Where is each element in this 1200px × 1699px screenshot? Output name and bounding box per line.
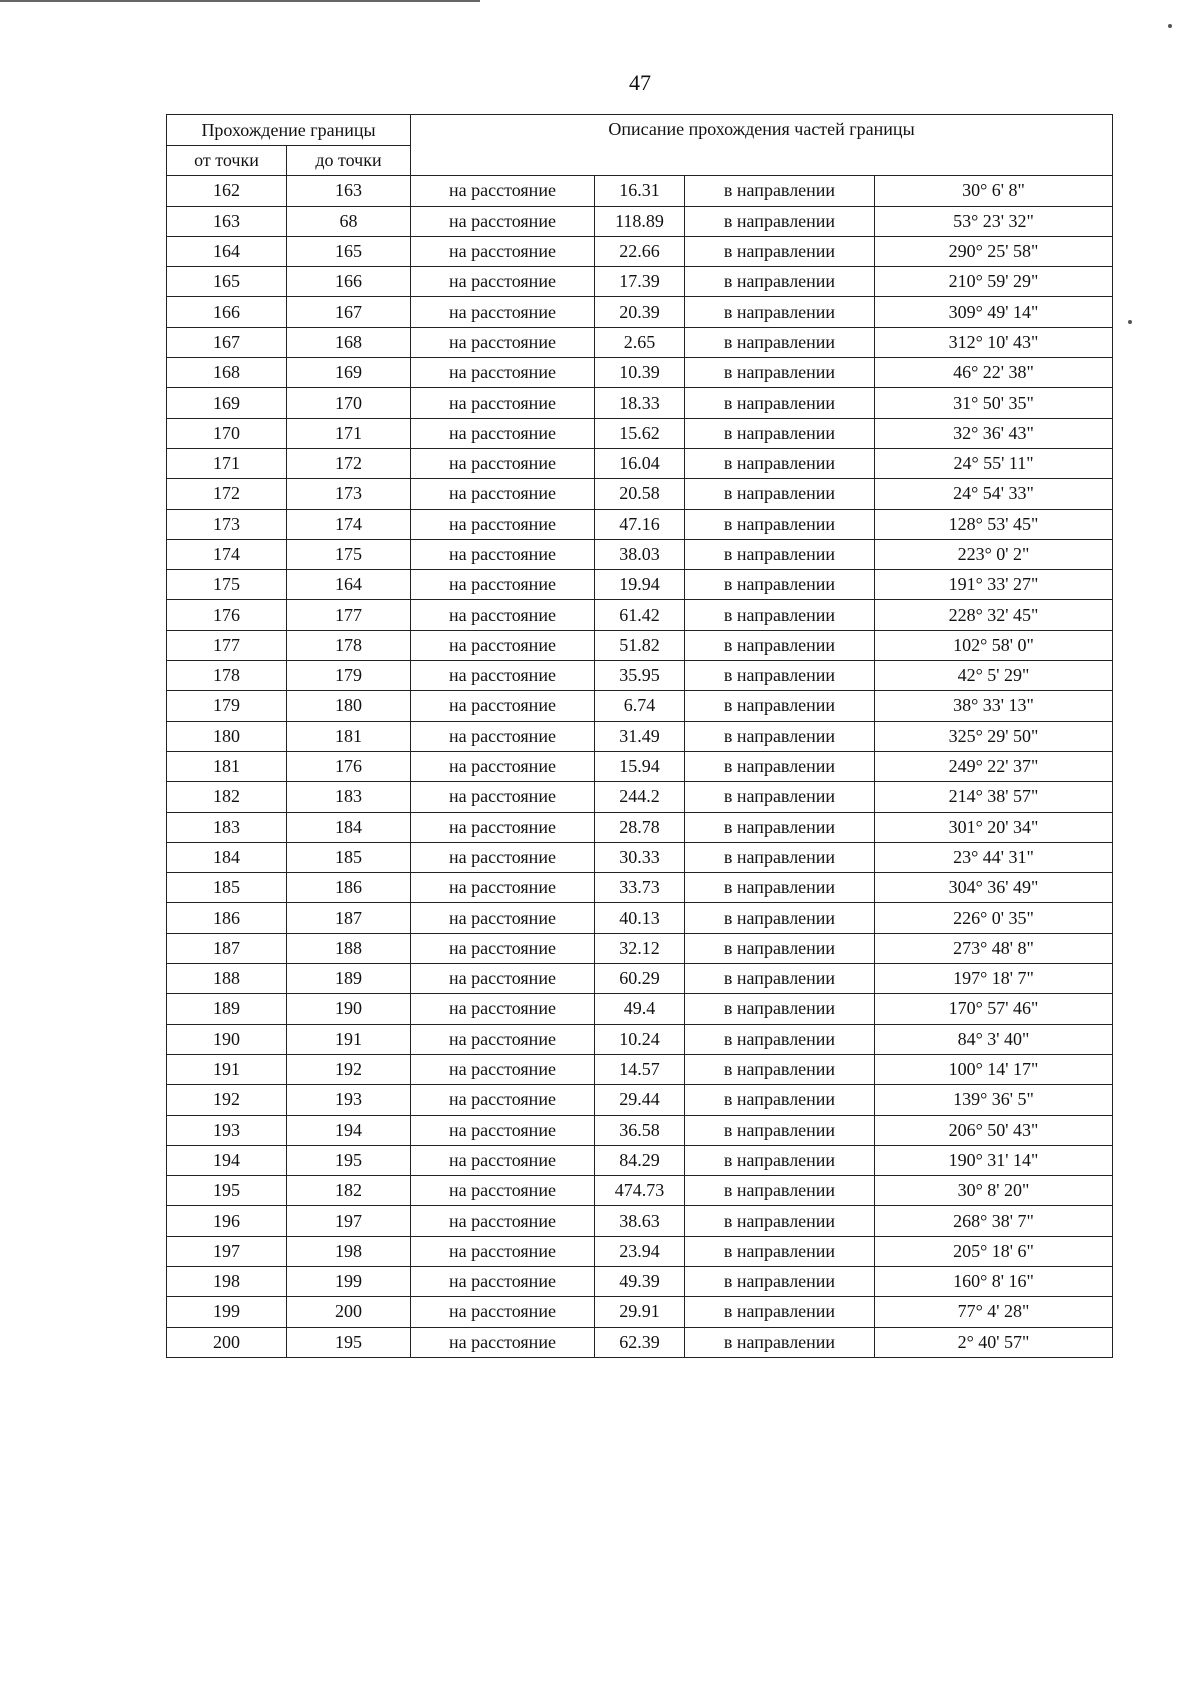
distance-value-cell: 31.49 [595,721,685,751]
bearing-value-cell: 23° 44' 31" [875,842,1113,872]
distance-label-cell: на расстояние [411,1085,595,1115]
scan-speck [1168,24,1172,28]
distance-label-cell: на расстояние [411,812,595,842]
table-row [167,721,1113,751]
table-row [167,1176,1113,1206]
table-row [167,1206,1113,1236]
distance-value-cell: 10.39 [595,358,685,388]
from-point-cell: 169 [167,388,287,418]
table-row [167,1327,1113,1357]
distance-label-cell: на расстояние [411,570,595,600]
direction-label-cell: в направлении [685,1054,875,1084]
distance-label-cell: на расстояние [411,1266,595,1296]
direction-label-cell: в направлении [685,206,875,236]
bearing-value-cell: 191° 33' 27" [875,570,1113,600]
direction-label-cell: в направлении [685,297,875,327]
bearing-value-cell: 301° 20' 34" [875,812,1113,842]
direction-label-cell: в направлении [685,479,875,509]
distance-label-cell: на расстояние [411,661,595,691]
table-row [167,600,1113,630]
to-point-cell: 164 [287,570,411,600]
from-point-cell: 175 [167,570,287,600]
distance-value-cell: 40.13 [595,903,685,933]
direction-label-cell: в направлении [685,358,875,388]
distance-value-cell: 474.73 [595,1176,685,1206]
bearing-value-cell: 304° 36' 49" [875,873,1113,903]
distance-label-cell: на расстояние [411,448,595,478]
bearing-value-cell: 31° 50' 35" [875,388,1113,418]
table-row [167,297,1113,327]
table-row [167,994,1113,1024]
distance-value-cell: 20.58 [595,479,685,509]
distance-label-cell: на расстояние [411,206,595,236]
distance-value-cell: 15.62 [595,418,685,448]
direction-label-cell: в направлении [685,782,875,812]
direction-label-cell: в направлении [685,661,875,691]
distance-value-cell: 49.39 [595,1266,685,1296]
from-point-cell: 165 [167,267,287,297]
distance-value-cell: 244.2 [595,782,685,812]
distance-value-cell: 16.31 [595,176,685,206]
distance-value-cell: 33.73 [595,873,685,903]
distance-label-cell: на расстояние [411,358,595,388]
direction-label-cell: в направлении [685,539,875,569]
to-point-cell: 192 [287,1054,411,1084]
direction-label-cell: в направлении [685,1115,875,1145]
distance-label-cell: на расстояние [411,964,595,994]
bearing-value-cell: 214° 38' 57" [875,782,1113,812]
distance-label-cell: на расстояние [411,297,595,327]
distance-label-cell: на расстояние [411,751,595,781]
direction-label-cell: в направлении [685,994,875,1024]
direction-label-cell: в направлении [685,630,875,660]
from-point-cell: 166 [167,297,287,327]
table-row [167,751,1113,781]
table-row [167,661,1113,691]
distance-value-cell: 6.74 [595,691,685,721]
from-point-cell: 176 [167,600,287,630]
direction-label-cell: в направлении [685,1297,875,1327]
bearing-value-cell: 273° 48' 8" [875,933,1113,963]
direction-label-cell: в направлении [685,903,875,933]
bearing-value-cell: 190° 31' 14" [875,1145,1113,1175]
bearing-value-cell: 205° 18' 6" [875,1236,1113,1266]
bearing-value-cell: 197° 18' 7" [875,964,1113,994]
table-row [167,1236,1113,1266]
table-row [167,1085,1113,1115]
from-point-cell: 193 [167,1115,287,1145]
from-point-cell: 196 [167,1206,287,1236]
distance-label-cell: на расстояние [411,1206,595,1236]
description-header: Описание прохождения частей границы [411,115,1113,176]
table-row [167,479,1113,509]
distance-value-cell: 35.95 [595,661,685,691]
table-row [167,509,1113,539]
from-point-cell: 180 [167,721,287,751]
to-point-cell: 173 [287,479,411,509]
from-point-cell: 167 [167,327,287,357]
from-point-cell: 172 [167,479,287,509]
bearing-value-cell: 228° 32' 45" [875,600,1113,630]
to-point-cell: 179 [287,661,411,691]
from-point-cell: 178 [167,661,287,691]
direction-label-cell: в направлении [685,1176,875,1206]
table-row [167,903,1113,933]
to-point-cell: 178 [287,630,411,660]
direction-label-cell: в направлении [685,1206,875,1236]
from-point-cell: 199 [167,1297,287,1327]
distance-value-cell: 36.58 [595,1115,685,1145]
distance-label-cell: на расстояние [411,327,595,357]
distance-label-cell: на расстояние [411,1297,595,1327]
bearing-value-cell: 30° 8' 20" [875,1176,1113,1206]
header-row [167,115,1113,146]
to-point-cell: 176 [287,751,411,781]
to-point-cell: 195 [287,1145,411,1175]
to-point-cell: 174 [287,509,411,539]
distance-value-cell: 15.94 [595,751,685,781]
table-row [167,842,1113,872]
bearing-value-cell: 210° 59' 29" [875,267,1113,297]
distance-label-cell: на расстояние [411,782,595,812]
direction-label-cell: в направлении [685,1327,875,1357]
distance-label-cell: на расстояние [411,509,595,539]
distance-value-cell: 20.39 [595,297,685,327]
from-point-cell: 188 [167,964,287,994]
bearing-value-cell: 102° 58' 0" [875,630,1113,660]
direction-label-cell: в направлении [685,1236,875,1266]
scan-edge-rule [0,0,480,2]
from-point-cell: 183 [167,812,287,842]
table-row [167,964,1113,994]
to-point-cell: 186 [287,873,411,903]
bearing-value-cell: 24° 55' 11" [875,448,1113,478]
table-row [167,873,1113,903]
to-point-cell: 185 [287,842,411,872]
bearing-value-cell: 312° 10' 43" [875,327,1113,357]
table-row [167,570,1113,600]
distance-label-cell: на расстояние [411,933,595,963]
table-row [167,691,1113,721]
direction-label-cell: в направлении [685,873,875,903]
distance-value-cell: 2.65 [595,327,685,357]
distance-label-cell: на расстояние [411,176,595,206]
table-row [167,236,1113,266]
from-point-cell: 177 [167,630,287,660]
bearing-value-cell: 325° 29' 50" [875,721,1113,751]
from-point-cell: 191 [167,1054,287,1084]
distance-value-cell: 28.78 [595,812,685,842]
bearing-value-cell: 2° 40' 57" [875,1327,1113,1357]
bearing-value-cell: 77° 4' 28" [875,1297,1113,1327]
scan-speck [1128,320,1132,324]
bearing-value-cell: 32° 36' 43" [875,418,1113,448]
bearing-value-cell: 160° 8' 16" [875,1266,1113,1296]
bearing-value-cell: 309° 49' 14" [875,297,1113,327]
from-point-cell: 190 [167,1024,287,1054]
bearing-value-cell: 42° 5' 29" [875,661,1113,691]
to-point-cell: 183 [287,782,411,812]
distance-label-cell: на расстояние [411,691,595,721]
distance-label-cell: на расстояние [411,630,595,660]
bearing-value-cell: 139° 36' 5" [875,1085,1113,1115]
from-point-cell: 181 [167,751,287,781]
from-point-cell: 179 [167,691,287,721]
table-row [167,1145,1113,1175]
bearing-value-cell: 38° 33' 13" [875,691,1113,721]
table-row [167,358,1113,388]
direction-label-cell: в направлении [685,600,875,630]
to-point-cell: 177 [287,600,411,630]
bearing-value-cell: 24° 54' 33" [875,479,1113,509]
direction-label-cell: в направлении [685,1266,875,1296]
to-point-cell: 200 [287,1297,411,1327]
to-point-cell: 197 [287,1206,411,1236]
distance-value-cell: 16.04 [595,448,685,478]
to-point-cell: 188 [287,933,411,963]
distance-label-cell: на расстояние [411,539,595,569]
to-point-header: до точки [287,146,411,176]
from-point-cell: 184 [167,842,287,872]
distance-label-cell: на расстояние [411,418,595,448]
direction-label-cell: в направлении [685,448,875,478]
to-point-cell: 175 [287,539,411,569]
distance-label-cell: на расстояние [411,873,595,903]
distance-label-cell: на расстояние [411,842,595,872]
to-point-cell: 163 [287,176,411,206]
from-point-cell: 170 [167,418,287,448]
direction-label-cell: в направлении [685,751,875,781]
to-point-cell: 182 [287,1176,411,1206]
table-row [167,327,1113,357]
distance-value-cell: 23.94 [595,1236,685,1266]
direction-label-cell: в направлении [685,509,875,539]
direction-label-cell: в направлении [685,812,875,842]
distance-value-cell: 17.39 [595,267,685,297]
bearing-value-cell: 268° 38' 7" [875,1206,1113,1236]
distance-label-cell: на расстояние [411,1115,595,1145]
from-point-cell: 187 [167,933,287,963]
bearing-value-cell: 223° 0' 2" [875,539,1113,569]
to-point-cell: 198 [287,1236,411,1266]
bearing-value-cell: 30° 6' 8" [875,176,1113,206]
distance-label-cell: на расстояние [411,1145,595,1175]
to-point-cell: 180 [287,691,411,721]
table-row [167,1266,1113,1296]
distance-label-cell: на расстояние [411,994,595,1024]
table-row [167,1054,1113,1084]
table-row [167,1024,1113,1054]
distance-value-cell: 18.33 [595,388,685,418]
from-point-cell: 186 [167,903,287,933]
distance-value-cell: 29.44 [595,1085,685,1115]
distance-label-cell: на расстояние [411,1236,595,1266]
distance-label-cell: на расстояние [411,236,595,266]
to-point-cell: 167 [287,297,411,327]
direction-label-cell: в направлении [685,267,875,297]
to-point-cell: 165 [287,236,411,266]
from-point-cell: 200 [167,1327,287,1357]
distance-label-cell: на расстояние [411,600,595,630]
distance-value-cell: 29.91 [595,1297,685,1327]
bearing-value-cell: 46° 22' 38" [875,358,1113,388]
table-row [167,418,1113,448]
table-row [167,630,1113,660]
distance-value-cell: 38.03 [595,539,685,569]
distance-label-cell: на расстояние [411,1024,595,1054]
from-point-cell: 197 [167,1236,287,1266]
from-point-cell: 194 [167,1145,287,1175]
from-point-header: от точки [167,146,287,176]
direction-label-cell: в направлении [685,570,875,600]
direction-label-cell: в направлении [685,691,875,721]
table-row [167,782,1113,812]
from-point-cell: 192 [167,1085,287,1115]
from-point-cell: 171 [167,448,287,478]
distance-value-cell: 84.29 [595,1145,685,1175]
passage-header: Прохождение границы [167,115,411,146]
distance-label-cell: на расстояние [411,479,595,509]
distance-label-cell: на расстояние [411,267,595,297]
from-point-cell: 163 [167,206,287,236]
table-body [167,176,1113,1358]
distance-value-cell: 19.94 [595,570,685,600]
direction-label-cell: в направлении [685,1145,875,1175]
distance-value-cell: 49.4 [595,994,685,1024]
bearing-value-cell: 128° 53' 45" [875,509,1113,539]
table-row [167,206,1113,236]
table-row [167,539,1113,569]
direction-label-cell: в направлении [685,176,875,206]
from-point-cell: 198 [167,1266,287,1296]
from-point-cell: 185 [167,873,287,903]
bearing-value-cell: 290° 25' 58" [875,236,1113,266]
to-point-cell: 187 [287,903,411,933]
table-row [167,1115,1113,1145]
bearing-value-cell: 170° 57' 46" [875,994,1113,1024]
to-point-cell: 190 [287,994,411,1024]
direction-label-cell: в направлении [685,721,875,751]
direction-label-cell: в направлении [685,236,875,266]
to-point-cell: 193 [287,1085,411,1115]
distance-value-cell: 22.66 [595,236,685,266]
distance-value-cell: 14.57 [595,1054,685,1084]
distance-label-cell: на расстояние [411,1327,595,1357]
distance-value-cell: 10.24 [595,1024,685,1054]
bearing-value-cell: 100° 14' 17" [875,1054,1113,1084]
distance-label-cell: на расстояние [411,903,595,933]
direction-label-cell: в направлении [685,1024,875,1054]
table-row [167,267,1113,297]
to-point-cell: 170 [287,388,411,418]
from-point-cell: 173 [167,509,287,539]
direction-label-cell: в направлении [685,933,875,963]
from-point-cell: 195 [167,1176,287,1206]
table-row [167,388,1113,418]
distance-value-cell: 60.29 [595,964,685,994]
from-point-cell: 182 [167,782,287,812]
to-point-cell: 199 [287,1266,411,1296]
from-point-cell: 162 [167,176,287,206]
bearing-value-cell: 53° 23' 32" [875,206,1113,236]
table-row [167,448,1113,478]
to-point-cell: 68 [287,206,411,236]
to-point-cell: 171 [287,418,411,448]
bearing-value-cell: 84° 3' 40" [875,1024,1113,1054]
distance-value-cell: 32.12 [595,933,685,963]
from-point-cell: 174 [167,539,287,569]
to-point-cell: 184 [287,812,411,842]
to-point-cell: 169 [287,358,411,388]
distance-value-cell: 30.33 [595,842,685,872]
distance-value-cell: 61.42 [595,600,685,630]
from-point-cell: 189 [167,994,287,1024]
table-row [167,933,1113,963]
page-number: 47 [629,70,651,95]
to-point-cell: 191 [287,1024,411,1054]
bearing-value-cell: 226° 0' 35" [875,903,1113,933]
direction-label-cell: в направлении [685,418,875,448]
distance-label-cell: на расстояние [411,388,595,418]
to-point-cell: 195 [287,1327,411,1357]
table-row [167,812,1113,842]
distance-label-cell: на расстояние [411,1054,595,1084]
bearing-value-cell: 249° 22' 37" [875,751,1113,781]
boundary-table [166,114,1113,1358]
from-point-cell: 168 [167,358,287,388]
direction-label-cell: в направлении [685,964,875,994]
to-point-cell: 168 [287,327,411,357]
table-row [167,1297,1113,1327]
table-row [167,176,1113,206]
to-point-cell: 172 [287,448,411,478]
direction-label-cell: в направлении [685,327,875,357]
direction-label-cell: в направлении [685,842,875,872]
distance-value-cell: 62.39 [595,1327,685,1357]
distance-value-cell: 47.16 [595,509,685,539]
to-point-cell: 166 [287,267,411,297]
direction-label-cell: в направлении [685,388,875,418]
direction-label-cell: в направлении [685,1085,875,1115]
distance-label-cell: на расстояние [411,721,595,751]
distance-label-cell: на расстояние [411,1176,595,1206]
distance-value-cell: 38.63 [595,1206,685,1236]
to-point-cell: 189 [287,964,411,994]
to-point-cell: 181 [287,721,411,751]
to-point-cell: 194 [287,1115,411,1145]
distance-value-cell: 51.82 [595,630,685,660]
bearing-value-cell: 206° 50' 43" [875,1115,1113,1145]
distance-value-cell: 118.89 [595,206,685,236]
from-point-cell: 164 [167,236,287,266]
